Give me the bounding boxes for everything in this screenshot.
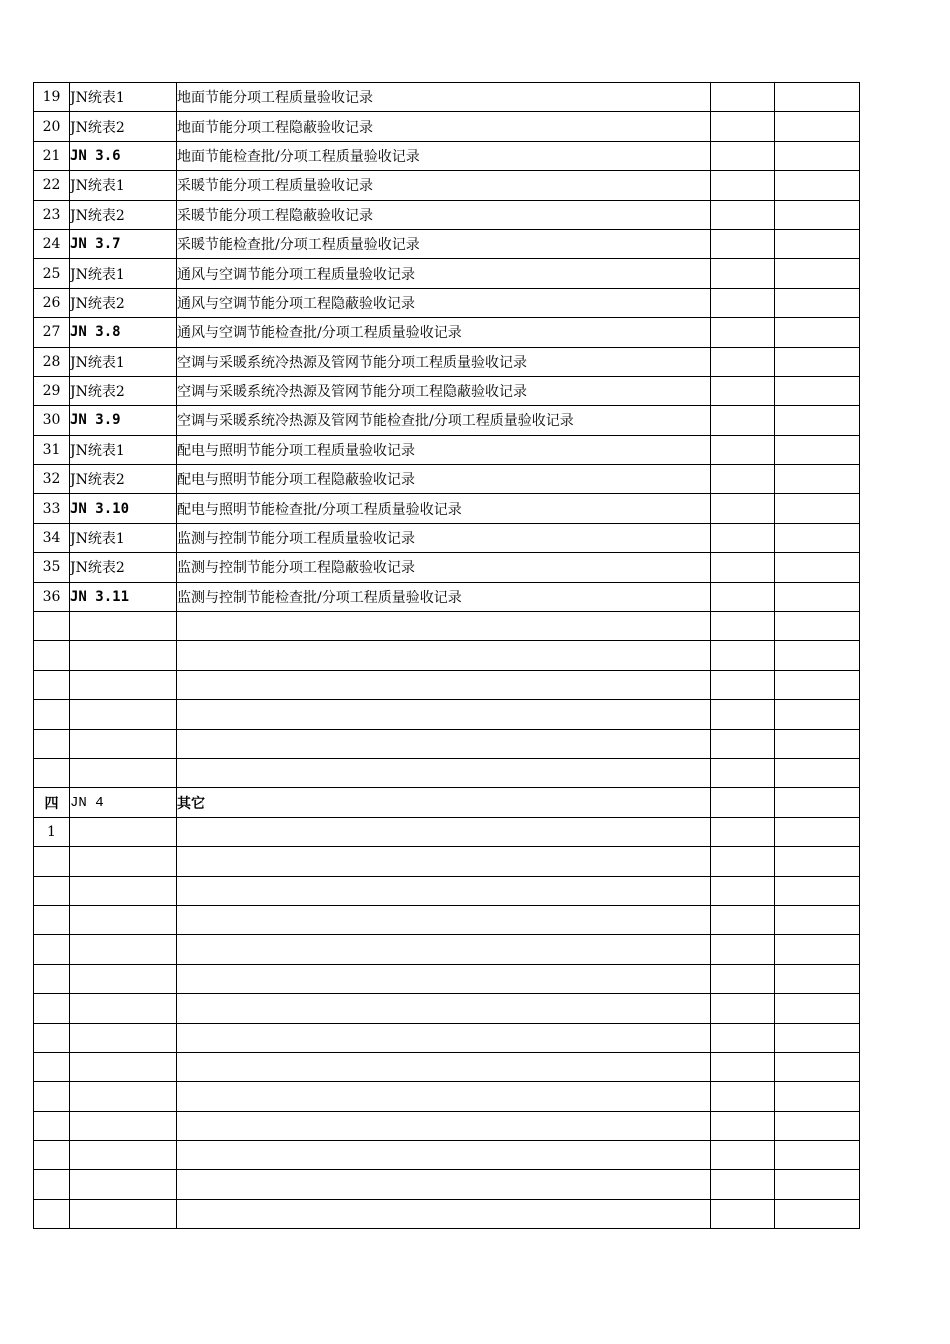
table-row [34,200,860,229]
row-number-cell [34,729,70,758]
check-cell [711,465,775,494]
row-number-cell: 24 [34,229,70,258]
record-title-cell [177,700,711,729]
section-code-cell: JN 4 [70,788,177,817]
form-code-cell: JN统表1 [70,435,177,464]
remark-cell [775,935,860,964]
record-title-cell: 地面节能分项工程质量验收记录 [177,83,711,112]
check-cell [711,494,775,523]
check-cell [711,229,775,258]
record-title-cell: 空调与采暖系统冷热源及管网节能检查批/分项工程质量验收记录 [177,406,711,435]
remark-cell [775,259,860,288]
record-title-cell [177,964,711,993]
form-code-cell [70,641,177,670]
row-number-cell [34,876,70,905]
row-number-cell [34,1141,70,1170]
form-code-cell [70,1170,177,1199]
row-number-cell [34,758,70,787]
remark-cell [775,435,860,464]
check-cell [711,200,775,229]
row-number-cell [34,1082,70,1111]
form-code-cell: JN统表2 [70,553,177,582]
row-number-cell: 29 [34,376,70,405]
record-title-cell [177,1052,711,1081]
check-cell [711,1082,775,1111]
row-number-cell: 27 [34,318,70,347]
form-code-cell [70,670,177,699]
row-number-cell [34,1111,70,1140]
form-code-cell: JN 3.8 [70,318,177,347]
check-cell [711,994,775,1023]
row-number-cell [34,700,70,729]
remark-cell [775,1082,860,1111]
table-row [34,435,860,464]
form-code-cell: JN统表1 [70,259,177,288]
row-number-cell [34,612,70,641]
table-row-empty [34,994,860,1023]
record-title-cell: 配电与照明节能分项工程质量验收记录 [177,435,711,464]
remark-cell [775,758,860,787]
row-number-cell: 35 [34,553,70,582]
form-code-cell: JN统表1 [70,171,177,200]
table-row-empty [34,1170,860,1199]
record-title-cell [177,847,711,876]
check-cell [711,847,775,876]
remark-cell [775,112,860,141]
row-number-cell: 34 [34,523,70,552]
check-cell [711,112,775,141]
remark-cell [775,406,860,435]
table-row [34,112,860,141]
form-code-cell [70,1052,177,1081]
table-row-empty [34,1199,860,1228]
form-code-cell: JN统表1 [70,83,177,112]
form-code-cell [70,1199,177,1228]
record-title-cell [177,905,711,934]
check-cell [711,876,775,905]
row-number-cell: 23 [34,200,70,229]
remark-cell [775,141,860,170]
form-code-cell: JN 3.6 [70,141,177,170]
table-row [34,318,860,347]
table-row-empty [34,670,860,699]
table-row-empty [34,1082,860,1111]
row-number-cell: 32 [34,465,70,494]
check-cell [711,905,775,934]
remark-cell [775,1111,860,1140]
check-cell [711,1170,775,1199]
remark-cell [775,494,860,523]
row-number-cell [34,994,70,1023]
remark-cell [775,523,860,552]
form-code-cell [70,905,177,934]
remark-cell [775,817,860,846]
table-row [34,376,860,405]
record-title-cell [177,817,711,846]
table-row [34,406,860,435]
remark-cell [775,994,860,1023]
record-title-cell [177,1170,711,1199]
remark-cell [775,1170,860,1199]
row-number-cell [34,641,70,670]
table-row [34,347,860,376]
record-title-cell: 通风与空调节能分项工程隐蔽验收记录 [177,288,711,317]
record-index-table [33,82,860,1229]
record-title-cell: 采暖节能分项工程质量验收记录 [177,171,711,200]
remark-cell [775,964,860,993]
table-row-empty [34,612,860,641]
table-row [34,171,860,200]
table-row [34,259,860,288]
form-code-cell [70,1082,177,1111]
table-row [34,494,860,523]
record-title-cell [177,935,711,964]
form-code-cell: JN统表1 [70,523,177,552]
row-number-cell [34,1052,70,1081]
table-row [34,582,860,611]
remark-cell [775,288,860,317]
section-number-cell: 四 [34,788,70,817]
form-code-cell [70,1111,177,1140]
remark-cell [775,376,860,405]
record-title-cell [177,1111,711,1140]
form-code-cell [70,1141,177,1170]
table-row [34,553,860,582]
section-title-cell: 其它 [177,788,711,817]
row-number-cell: 22 [34,171,70,200]
check-cell [711,700,775,729]
record-title-cell: 配电与照明节能分项工程隐蔽验收记录 [177,465,711,494]
row-number-cell [34,670,70,699]
remark-cell [775,1023,860,1052]
check-cell [711,1052,775,1081]
remark-cell [775,582,860,611]
row-number-cell [34,1023,70,1052]
remark-cell [775,1141,860,1170]
record-title-cell [177,994,711,1023]
check-cell [711,553,775,582]
row-number-cell: 1 [34,817,70,846]
record-title-cell: 地面节能检查批/分项工程质量验收记录 [177,141,711,170]
record-title-cell [177,1141,711,1170]
form-code-cell [70,817,177,846]
check-cell [711,612,775,641]
row-number-cell [34,1170,70,1199]
row-number-cell [34,964,70,993]
remark-cell [775,788,860,817]
remark-cell [775,641,860,670]
record-title-cell [177,1023,711,1052]
check-cell [711,406,775,435]
record-title-cell [177,1082,711,1111]
table-row-empty [34,729,860,758]
record-title-cell [177,729,711,758]
check-cell [711,376,775,405]
remark-cell [775,200,860,229]
check-cell [711,1111,775,1140]
row-number-cell: 21 [34,141,70,170]
record-title-cell: 通风与空调节能分项工程质量验收记录 [177,259,711,288]
table-row-empty [34,876,860,905]
form-code-cell: JN统表2 [70,288,177,317]
remark-cell [775,612,860,641]
table-row [34,523,860,552]
table-row-empty [34,641,860,670]
table-row-empty [34,700,860,729]
table-row [34,229,860,258]
form-code-cell [70,964,177,993]
remark-cell [775,876,860,905]
table-row-empty [34,847,860,876]
record-title-cell [177,758,711,787]
table-row [34,465,860,494]
record-title-cell [177,1199,711,1228]
form-code-cell: JN统表2 [70,200,177,229]
remark-cell [775,553,860,582]
table-row-empty [34,758,860,787]
check-cell [711,435,775,464]
table-row [34,288,860,317]
record-title-cell [177,876,711,905]
section-header-row [34,788,860,817]
form-code-cell: JN统表2 [70,112,177,141]
form-code-cell: JN 3.11 [70,582,177,611]
row-number-cell [34,905,70,934]
remark-cell [775,347,860,376]
check-cell [711,641,775,670]
remark-cell [775,465,860,494]
table-row-empty [34,905,860,934]
row-number-cell: 31 [34,435,70,464]
remark-cell [775,847,860,876]
remark-cell [775,83,860,112]
table-row-empty [34,1023,860,1052]
check-cell [711,729,775,758]
remark-cell [775,905,860,934]
row-number-cell: 20 [34,112,70,141]
check-cell [711,523,775,552]
check-cell [711,83,775,112]
remark-cell [775,171,860,200]
check-cell [711,171,775,200]
form-code-cell [70,935,177,964]
form-code-cell: JN统表2 [70,376,177,405]
record-title-cell: 监测与控制节能检查批/分项工程质量验收记录 [177,582,711,611]
record-title-cell: 地面节能分项工程隐蔽验收记录 [177,112,711,141]
table-row-empty [34,935,860,964]
record-title-cell [177,670,711,699]
record-title-cell: 配电与照明节能检查批/分项工程质量验收记录 [177,494,711,523]
record-title-cell: 空调与采暖系统冷热源及管网节能分项工程质量验收记录 [177,347,711,376]
check-cell [711,1199,775,1228]
record-title-cell [177,612,711,641]
check-cell [711,670,775,699]
row-number-cell: 25 [34,259,70,288]
table-body [34,83,860,1229]
row-number-cell [34,935,70,964]
table-row [34,817,860,846]
check-cell [711,318,775,347]
record-title-cell: 采暖节能分项工程隐蔽验收记录 [177,200,711,229]
form-code-cell [70,994,177,1023]
row-number-cell: 28 [34,347,70,376]
row-number-cell: 33 [34,494,70,523]
form-code-cell: JN统表1 [70,347,177,376]
remark-cell [775,1199,860,1228]
remark-cell [775,229,860,258]
record-title-cell: 监测与控制节能分项工程隐蔽验收记录 [177,553,711,582]
form-code-cell: JN统表2 [70,465,177,494]
check-cell [711,1023,775,1052]
check-cell [711,935,775,964]
check-cell [711,1141,775,1170]
record-title-cell: 空调与采暖系统冷热源及管网节能分项工程隐蔽验收记录 [177,376,711,405]
table-row-empty [34,1141,860,1170]
row-number-cell: 36 [34,582,70,611]
table-row [34,83,860,112]
table-row-empty [34,1111,860,1140]
form-code-cell [70,847,177,876]
record-title-cell: 采暖节能检查批/分项工程质量验收记录 [177,229,711,258]
form-code-cell [70,1023,177,1052]
remark-cell [775,1052,860,1081]
remark-cell [775,318,860,347]
row-number-cell: 26 [34,288,70,317]
form-code-cell: JN 3.10 [70,494,177,523]
row-number-cell [34,847,70,876]
form-code-cell [70,758,177,787]
record-title-cell [177,641,711,670]
row-number-cell: 19 [34,83,70,112]
record-title-cell: 通风与空调节能检查批/分项工程质量验收记录 [177,318,711,347]
table-row-empty [34,1052,860,1081]
remark-cell [775,729,860,758]
remark-cell [775,670,860,699]
check-cell [711,817,775,846]
check-cell [711,141,775,170]
form-code-cell: JN 3.9 [70,406,177,435]
check-cell [711,788,775,817]
check-cell [711,288,775,317]
check-cell [711,347,775,376]
row-number-cell: 30 [34,406,70,435]
form-code-cell [70,729,177,758]
check-cell [711,582,775,611]
check-cell [711,758,775,787]
remark-cell [775,700,860,729]
form-code-cell [70,612,177,641]
form-code-cell [70,876,177,905]
form-code-cell: JN 3.7 [70,229,177,258]
table-row-empty [34,964,860,993]
table-row [34,141,860,170]
record-title-cell: 监测与控制节能分项工程质量验收记录 [177,523,711,552]
form-code-cell [70,700,177,729]
row-number-cell [34,1199,70,1228]
check-cell [711,964,775,993]
check-cell [711,259,775,288]
